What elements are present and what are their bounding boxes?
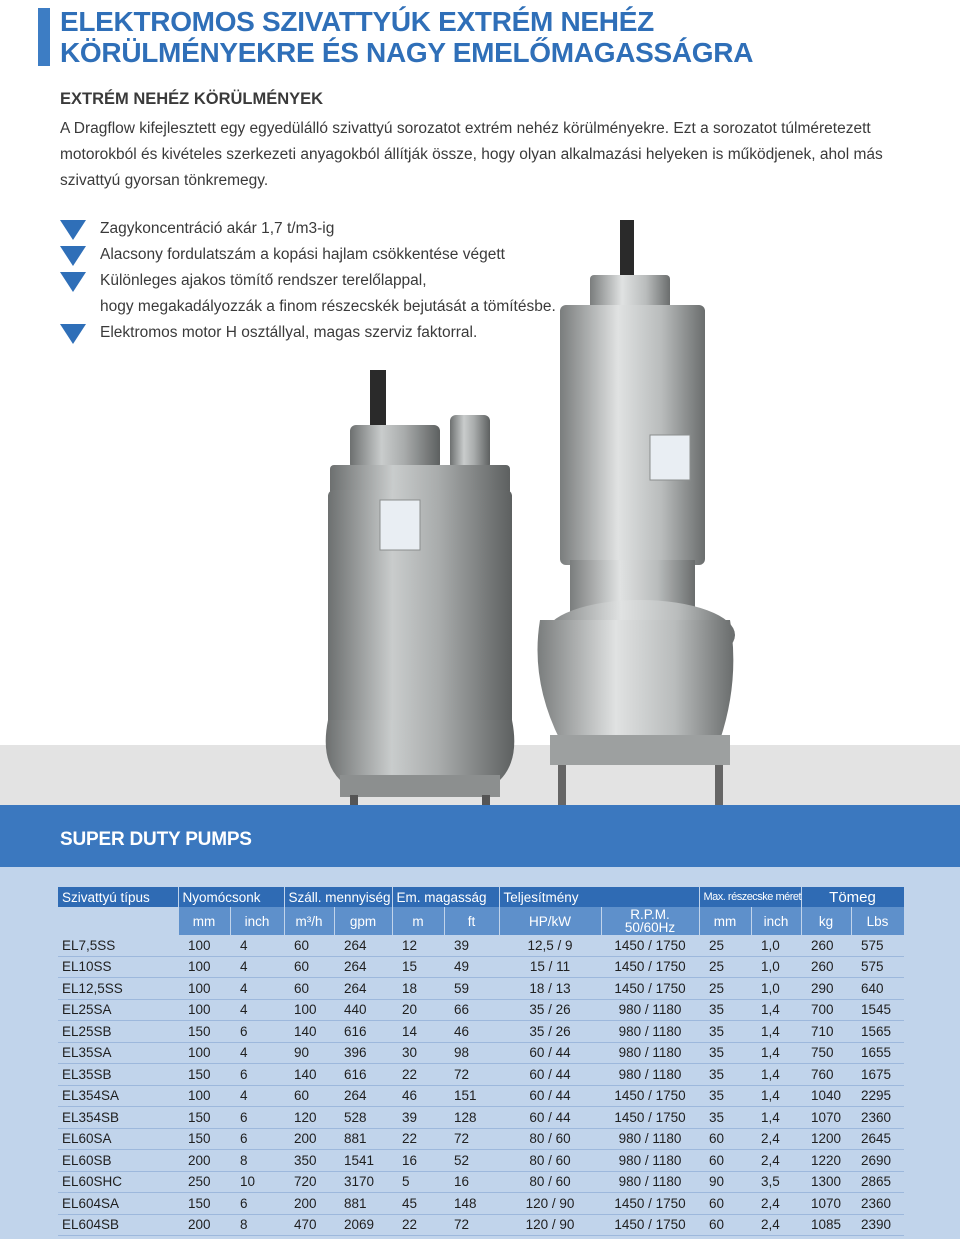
table-row — [58, 956, 904, 978]
cell-flow-gpm: 881 — [334, 1193, 392, 1215]
cell-model: EL12,5SS — [58, 978, 178, 1000]
cell-head-ft: 148 — [444, 1193, 499, 1215]
cell-rpm: 1450 / 1750 — [601, 978, 699, 1000]
unit-ft: ft — [444, 907, 499, 935]
cell-particle-inch: 1,4 — [751, 1107, 801, 1129]
cell-head-ft: 72 — [444, 1128, 499, 1150]
cell-flow-m3h: 470 — [284, 1214, 334, 1236]
super-duty-banner — [0, 805, 960, 867]
cell-head-ft: 59 — [444, 978, 499, 1000]
feature-text: Alacsony fordulatszám a kopási hajlam csökkentése végett — [100, 246, 505, 263]
page-title — [60, 6, 753, 68]
cell-particle-mm: 25 — [699, 935, 751, 956]
cell-weight-kg: 260 — [801, 935, 851, 956]
cell-weight-lbs: 1655 — [851, 1042, 904, 1064]
cell-outlet-mm: 150 — [178, 1128, 230, 1150]
cell-head-m: 5 — [392, 1171, 444, 1193]
cell-outlet-mm: 100 — [178, 935, 230, 956]
triangle-bullet-icon — [60, 272, 86, 292]
cell-power-hpkw: 120 / 90 — [499, 1193, 601, 1215]
triangle-bullet-icon — [60, 324, 86, 344]
cell-head-ft: 72 — [444, 1064, 499, 1086]
cell-power-hpkw: 80 / 60 — [499, 1171, 601, 1193]
cell-flow-gpm: 264 — [334, 978, 392, 1000]
feature-text: Különleges ajakos tömítő rendszer terelőlappal, — [100, 272, 427, 289]
cell-outlet-mm: 100 — [178, 1085, 230, 1107]
cell-outlet-mm: 100 — [178, 1042, 230, 1064]
cell-particle-mm: 35 — [699, 1021, 751, 1043]
unit-m3h: m³/h — [284, 907, 334, 935]
cell-flow-m3h: 60 — [284, 1085, 334, 1107]
cell-rpm: 980 / 1180 — [601, 999, 699, 1021]
cell-outlet-mm: 150 — [178, 1064, 230, 1086]
cell-model: EL60SHC — [58, 1171, 178, 1193]
cell-particle-inch: 1,4 — [751, 1021, 801, 1043]
cell-weight-kg: 1085 — [801, 1214, 851, 1236]
cell-rpm: 1450 / 1750 — [601, 1107, 699, 1129]
cell-head-m: 14 — [392, 1021, 444, 1043]
specs-table-body — [58, 935, 904, 1236]
unit-particle-mm: mm — [699, 907, 751, 935]
unit-m: m — [392, 907, 444, 935]
cell-outlet-inch: 8 — [230, 1150, 284, 1172]
cell-particle-inch: 2,4 — [751, 1150, 801, 1172]
cell-model: EL10SS — [58, 956, 178, 978]
cell-flow-gpm: 1541 — [334, 1150, 392, 1172]
cell-flow-m3h: 100 — [284, 999, 334, 1021]
cell-head-ft: 52 — [444, 1150, 499, 1172]
cell-power-hpkw: 15 / 11 — [499, 956, 601, 978]
cell-particle-mm: 25 — [699, 956, 751, 978]
cell-outlet-mm: 100 — [178, 978, 230, 1000]
cell-head-ft: 49 — [444, 956, 499, 978]
cell-power-hpkw: 60 / 44 — [499, 1107, 601, 1129]
col-group-head: Em. magasság — [392, 887, 499, 907]
cell-model: EL354SB — [58, 1107, 178, 1129]
unit-rpm-line2: 50/60Hz — [624, 919, 676, 935]
table-row — [58, 1042, 904, 1064]
cell-head-m: 22 — [392, 1214, 444, 1236]
cell-head-m: 12 — [392, 935, 444, 956]
table-row — [58, 1021, 904, 1043]
cell-head-ft: 16 — [444, 1171, 499, 1193]
cell-flow-gpm: 264 — [334, 956, 392, 978]
cell-flow-gpm: 264 — [334, 935, 392, 956]
col-group-type: Szivattyú típus — [58, 887, 178, 907]
section-subtitle: EXTRÉM NEHÉZ KÖRÜLMÉNYEK — [60, 90, 324, 108]
cell-particle-mm: 25 — [699, 978, 751, 1000]
left-pump — [326, 370, 515, 810]
cell-flow-m3h: 350 — [284, 1150, 334, 1172]
cell-rpm: 980 / 1180 — [601, 1171, 699, 1193]
cell-rpm: 980 / 1180 — [601, 1021, 699, 1043]
cell-head-m: 16 — [392, 1150, 444, 1172]
table-row — [58, 1193, 904, 1215]
cell-particle-mm: 35 — [699, 1042, 751, 1064]
cell-particle-mm: 90 — [699, 1171, 751, 1193]
specs-table-panel — [0, 867, 960, 1239]
cell-weight-kg: 710 — [801, 1021, 851, 1043]
cell-outlet-mm: 200 — [178, 1214, 230, 1236]
cell-flow-gpm: 616 — [334, 1021, 392, 1043]
cell-head-m: 30 — [392, 1042, 444, 1064]
cell-particle-inch: 2,4 — [751, 1193, 801, 1215]
table-row — [58, 1150, 904, 1172]
table-group-header-row — [58, 887, 904, 907]
unit-rpm-line1: R.P.M. — [630, 906, 670, 922]
cell-rpm: 980 / 1180 — [601, 1128, 699, 1150]
cell-particle-mm: 60 — [699, 1128, 751, 1150]
cell-weight-kg: 700 — [801, 999, 851, 1021]
cell-rpm: 1450 / 1750 — [601, 1085, 699, 1107]
cell-rpm: 980 / 1180 — [601, 1064, 699, 1086]
cell-head-ft: 39 — [444, 935, 499, 956]
cell-weight-lbs: 2690 — [851, 1150, 904, 1172]
unit-hpkw: HP/kW — [499, 907, 601, 935]
cell-weight-kg: 750 — [801, 1042, 851, 1064]
cell-weight-lbs: 1545 — [851, 999, 904, 1021]
cell-outlet-mm: 150 — [178, 1021, 230, 1043]
cell-flow-m3h: 140 — [284, 1021, 334, 1043]
unit-empty — [58, 907, 178, 935]
cell-particle-inch: 3,5 — [751, 1171, 801, 1193]
cell-weight-kg: 1220 — [801, 1150, 851, 1172]
cell-power-hpkw: 120 / 90 — [499, 1214, 601, 1236]
cell-rpm: 1450 / 1750 — [601, 1214, 699, 1236]
table-row — [58, 1107, 904, 1129]
cell-flow-m3h: 200 — [284, 1193, 334, 1215]
col-group-power: Teljesítmény — [499, 887, 699, 907]
cell-outlet-mm: 150 — [178, 1193, 230, 1215]
cell-outlet-mm: 150 — [178, 1107, 230, 1129]
cell-particle-inch: 1,4 — [751, 1085, 801, 1107]
cell-power-hpkw: 80 / 60 — [499, 1128, 601, 1150]
cell-outlet-inch: 6 — [230, 1107, 284, 1129]
cell-power-hpkw: 80 / 60 — [499, 1150, 601, 1172]
cell-particle-mm: 60 — [699, 1214, 751, 1236]
cell-weight-lbs: 2360 — [851, 1193, 904, 1215]
cell-outlet-inch: 4 — [230, 935, 284, 956]
cell-model: EL25SA — [58, 999, 178, 1021]
cell-head-m: 20 — [392, 999, 444, 1021]
cell-weight-lbs: 1565 — [851, 1021, 904, 1043]
cell-rpm: 1450 / 1750 — [601, 935, 699, 956]
cell-head-ft: 46 — [444, 1021, 499, 1043]
unit-particle-inch: inch — [751, 907, 801, 935]
cell-weight-lbs: 2390 — [851, 1214, 904, 1236]
cell-flow-m3h: 60 — [284, 978, 334, 1000]
cell-outlet-inch: 4 — [230, 1042, 284, 1064]
cell-head-ft: 128 — [444, 1107, 499, 1129]
cell-outlet-inch: 4 — [230, 999, 284, 1021]
cell-flow-gpm: 264 — [334, 1085, 392, 1107]
cell-weight-lbs: 2865 — [851, 1171, 904, 1193]
pump-product-photo — [290, 180, 750, 810]
cell-flow-gpm: 2069 — [334, 1214, 392, 1236]
cell-particle-mm: 60 — [699, 1150, 751, 1172]
table-row — [58, 978, 904, 1000]
cell-particle-inch: 1,0 — [751, 935, 801, 956]
cell-outlet-inch: 4 — [230, 978, 284, 1000]
cell-power-hpkw: 35 / 26 — [499, 1021, 601, 1043]
col-group-outlet: Nyomócsonk — [178, 887, 284, 907]
table-row — [58, 1085, 904, 1107]
cell-outlet-mm: 200 — [178, 1150, 230, 1172]
unit-rpm — [601, 907, 699, 935]
cell-weight-kg: 1070 — [801, 1193, 851, 1215]
cell-flow-m3h: 140 — [284, 1064, 334, 1086]
cell-rpm: 980 / 1180 — [601, 1042, 699, 1064]
cell-head-m: 46 — [392, 1085, 444, 1107]
cell-outlet-mm: 250 — [178, 1171, 230, 1193]
cell-head-ft: 72 — [444, 1214, 499, 1236]
cell-head-m: 45 — [392, 1193, 444, 1215]
table-row — [58, 1128, 904, 1150]
cell-head-ft: 151 — [444, 1085, 499, 1107]
cell-outlet-mm: 100 — [178, 956, 230, 978]
cell-flow-gpm: 3170 — [334, 1171, 392, 1193]
cell-particle-inch: 1,4 — [751, 1064, 801, 1086]
cell-particle-inch: 1,4 — [751, 999, 801, 1021]
cell-power-hpkw: 35 / 26 — [499, 999, 601, 1021]
cell-particle-inch: 1,0 — [751, 956, 801, 978]
cell-particle-inch: 1,4 — [751, 1042, 801, 1064]
cell-model: EL7,5SS — [58, 935, 178, 956]
page-title-line2: KÖRÜLMÉNYEKRE ÉS NAGY EMELŐMAGASSÁGRA — [60, 37, 754, 68]
cell-outlet-inch: 10 — [230, 1171, 284, 1193]
cell-weight-lbs: 575 — [851, 935, 904, 956]
banner-title: SUPER DUTY PUMPS — [60, 829, 252, 850]
cell-power-hpkw: 60 / 44 — [499, 1085, 601, 1107]
cell-head-ft: 66 — [444, 999, 499, 1021]
page-title-line1: ELEKTROMOS SZIVATTYÚK EXTRÉM NEHÉZ — [60, 6, 654, 37]
cell-weight-lbs: 640 — [851, 978, 904, 1000]
col-group-weight: Tömeg — [801, 887, 904, 907]
cell-outlet-inch: 4 — [230, 1085, 284, 1107]
cell-head-m: 18 — [392, 978, 444, 1000]
unit-kg: kg — [801, 907, 851, 935]
cell-weight-kg: 1200 — [801, 1128, 851, 1150]
table-row — [58, 1064, 904, 1086]
cell-flow-gpm: 396 — [334, 1042, 392, 1064]
table-row — [58, 999, 904, 1021]
cell-model: EL25SB — [58, 1021, 178, 1043]
unit-lbs: Lbs — [851, 907, 904, 935]
cell-outlet-inch: 6 — [230, 1128, 284, 1150]
feature-text: Elektromos motor H osztállyal, magas szerviz faktorral. — [100, 324, 478, 341]
cell-outlet-inch: 6 — [230, 1021, 284, 1043]
cell-particle-mm: 60 — [699, 1193, 751, 1215]
feature-text: hogy megakadályozzák a finom részecskék bejutását a tömítésbe. — [100, 298, 556, 315]
cell-weight-kg: 760 — [801, 1064, 851, 1086]
cell-flow-m3h: 60 — [284, 956, 334, 978]
cell-head-m: 39 — [392, 1107, 444, 1129]
right-pump — [538, 220, 736, 805]
cell-rpm: 1450 / 1750 — [601, 956, 699, 978]
cell-weight-lbs: 2360 — [851, 1107, 904, 1129]
cell-particle-inch: 2,4 — [751, 1128, 801, 1150]
cell-weight-lbs: 2645 — [851, 1128, 904, 1150]
cell-particle-inch: 2,4 — [751, 1214, 801, 1236]
cell-head-ft: 98 — [444, 1042, 499, 1064]
cell-outlet-inch: 6 — [230, 1064, 284, 1086]
cell-model: EL354SA — [58, 1085, 178, 1107]
table-row — [58, 935, 904, 956]
cell-rpm: 980 / 1180 — [601, 1150, 699, 1172]
cell-flow-gpm: 881 — [334, 1128, 392, 1150]
cell-outlet-inch: 4 — [230, 956, 284, 978]
cell-weight-lbs: 575 — [851, 956, 904, 978]
table-row — [58, 1214, 904, 1236]
table-row — [58, 1171, 904, 1193]
cell-flow-m3h: 120 — [284, 1107, 334, 1129]
triangle-bullet-icon — [60, 220, 86, 240]
cell-power-hpkw: 60 / 44 — [499, 1064, 601, 1086]
table-unit-header-row — [58, 907, 904, 935]
cell-head-m: 15 — [392, 956, 444, 978]
cell-particle-mm: 35 — [699, 999, 751, 1021]
title-accent-bar — [38, 8, 50, 66]
cell-model: EL60SB — [58, 1150, 178, 1172]
cell-weight-kg: 1070 — [801, 1107, 851, 1129]
col-group-flow: Száll. mennyiség — [284, 887, 392, 907]
cell-head-m: 22 — [392, 1064, 444, 1086]
cell-flow-m3h: 720 — [284, 1171, 334, 1193]
col-group-particle: Max. részecske méret — [699, 887, 801, 907]
cell-model: EL604SB — [58, 1214, 178, 1236]
triangle-bullet-icon — [60, 246, 86, 266]
cell-weight-lbs: 1675 — [851, 1064, 904, 1086]
cell-power-hpkw: 12,5 / 9 — [499, 935, 601, 956]
cell-flow-m3h: 90 — [284, 1042, 334, 1064]
unit-inch: inch — [230, 907, 284, 935]
cell-weight-kg: 260 — [801, 956, 851, 978]
cell-power-hpkw: 18 / 13 — [499, 978, 601, 1000]
cell-model: EL604SA — [58, 1193, 178, 1215]
cell-flow-m3h: 60 — [284, 935, 334, 956]
cell-weight-kg: 1300 — [801, 1171, 851, 1193]
feature-text: Zagykoncentráció akár 1,7 t/m3-ig — [100, 220, 335, 237]
intro-paragraph: A Dragflow kifejlesztett egy egyedülálló szivattyú sorozatot extrém nehéz körülményekre. Ezt a sorozatot túlméretezett motorokból és kivételes szerkezeti anyagokból állítják össze, hogy olyan alkalmazási helyeken is működjenek, ahol más szivattyú gyorsan tönkremegy. — [60, 120, 883, 189]
cell-flow-gpm: 528 — [334, 1107, 392, 1129]
cell-weight-kg: 290 — [801, 978, 851, 1000]
cell-particle-mm: 35 — [699, 1107, 751, 1129]
cell-flow-m3h: 200 — [284, 1128, 334, 1150]
cell-weight-kg: 1040 — [801, 1085, 851, 1107]
cell-particle-mm: 35 — [699, 1085, 751, 1107]
cell-rpm: 1450 / 1750 — [601, 1193, 699, 1215]
cell-flow-gpm: 440 — [334, 999, 392, 1021]
unit-mm: mm — [178, 907, 230, 935]
specs-table — [58, 887, 905, 1236]
cell-particle-mm: 35 — [699, 1064, 751, 1086]
cell-model: EL35SA — [58, 1042, 178, 1064]
cell-flow-gpm: 616 — [334, 1064, 392, 1086]
cell-model: EL60SA — [58, 1128, 178, 1150]
cell-power-hpkw: 60 / 44 — [499, 1042, 601, 1064]
cell-outlet-mm: 100 — [178, 999, 230, 1021]
cell-head-m: 22 — [392, 1128, 444, 1150]
cell-model: EL35SB — [58, 1064, 178, 1086]
unit-gpm: gpm — [334, 907, 392, 935]
cell-weight-lbs: 2295 — [851, 1085, 904, 1107]
cell-particle-inch: 1,0 — [751, 978, 801, 1000]
cell-outlet-inch: 8 — [230, 1214, 284, 1236]
cell-outlet-inch: 6 — [230, 1193, 284, 1215]
